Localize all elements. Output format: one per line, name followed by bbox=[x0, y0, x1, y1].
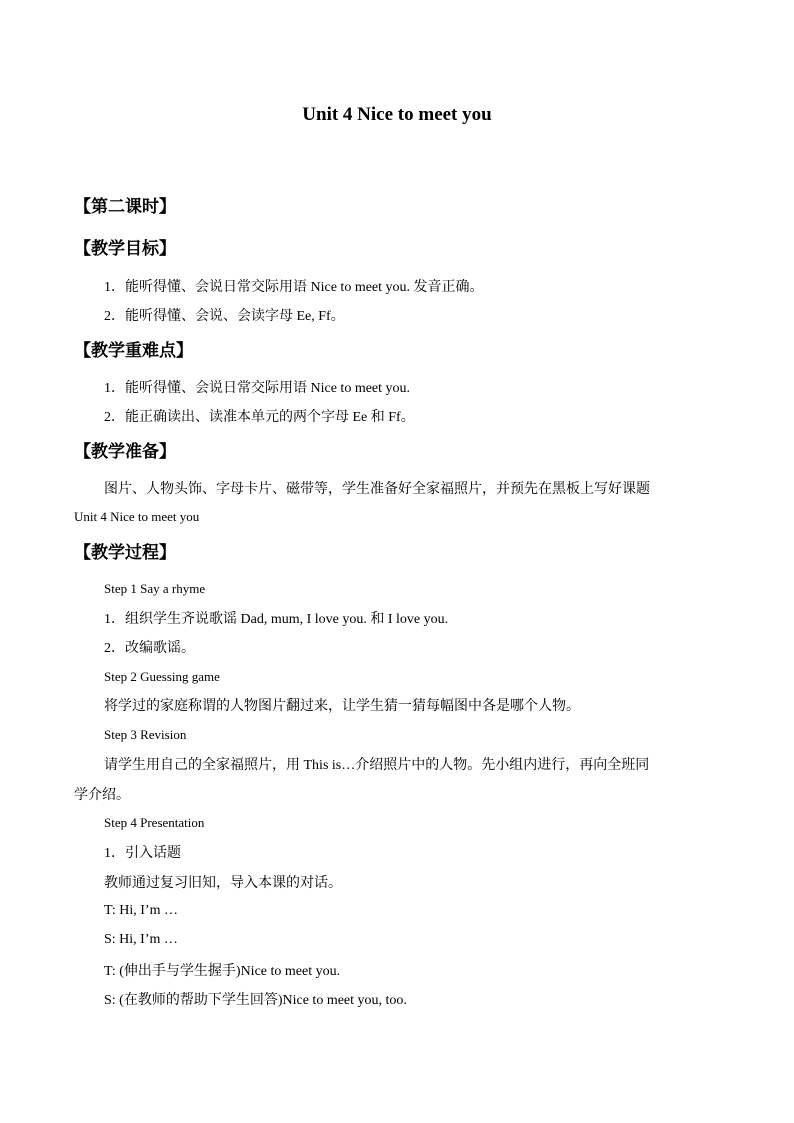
step-item: 1．引入话题 bbox=[104, 846, 181, 861]
step-text: 教师通过复习旧知，导入本课的对话。 bbox=[104, 876, 342, 891]
process-heading: 【教学过程】 bbox=[74, 543, 176, 563]
objectives-heading: 【教学目标】 bbox=[74, 239, 176, 259]
preparation-heading: 【教学准备】 bbox=[74, 442, 176, 462]
objective-item: 1．能听得懂、会说日常交际用语 Nice to meet you. 发音正确。 bbox=[104, 280, 484, 295]
key-point-item: 1．能听得懂、会说日常交际用语 Nice to meet you. bbox=[104, 381, 411, 396]
objective-item: 2．能听得懂、会说、会读字母 Ee, Ff。 bbox=[104, 309, 345, 324]
dialogue-line: T: Hi, I’m … bbox=[104, 903, 178, 918]
lesson-heading: 【第二课时】 bbox=[74, 197, 176, 217]
step-item: 2．改编歌谣。 bbox=[104, 641, 195, 656]
step-text: 请学生用自己的全家福照片，用 This is…介绍照片中的人物。先小组内进行，再向全班同 bbox=[104, 758, 650, 773]
dialogue-line: S: Hi, I’m … bbox=[104, 932, 178, 947]
step-heading: Step 2 Guessing game bbox=[104, 669, 220, 684]
dialogue-line: T: (伸出手与学生握手)Nice to meet you. bbox=[104, 964, 341, 979]
preparation-text-continued: Unit 4 Nice to meet you bbox=[74, 509, 200, 524]
step-heading: Step 4 Presentation bbox=[104, 815, 205, 830]
step-text: 将学过的家庭称谓的人物图片翻过来，让学生猜一猜每幅图中各是哪个人物。 bbox=[104, 699, 580, 714]
key-point-item: 2．能正确读出、读准本单元的两个字母 Ee 和 Ff。 bbox=[104, 410, 415, 425]
step-item: 1．组织学生齐说歌谣 Dad, mum, I love you. 和 I love you. bbox=[104, 612, 449, 627]
step-heading: Step 3 Revision bbox=[104, 727, 187, 742]
step-text-continued: 学介绍。 bbox=[74, 788, 130, 803]
document-title: Unit 4 Nice to meet you bbox=[302, 104, 492, 125]
preparation-text: 图片、人物头饰、字母卡片、磁带等，学生准备好全家福照片，并预先在黑板上写好课题 bbox=[104, 482, 650, 497]
step-heading: Step 1 Say a rhyme bbox=[104, 581, 206, 596]
dialogue-line: S: (在教师的帮助下学生回答)Nice to meet you, too. bbox=[104, 993, 407, 1008]
key-points-heading: 【教学重难点】 bbox=[74, 341, 193, 361]
